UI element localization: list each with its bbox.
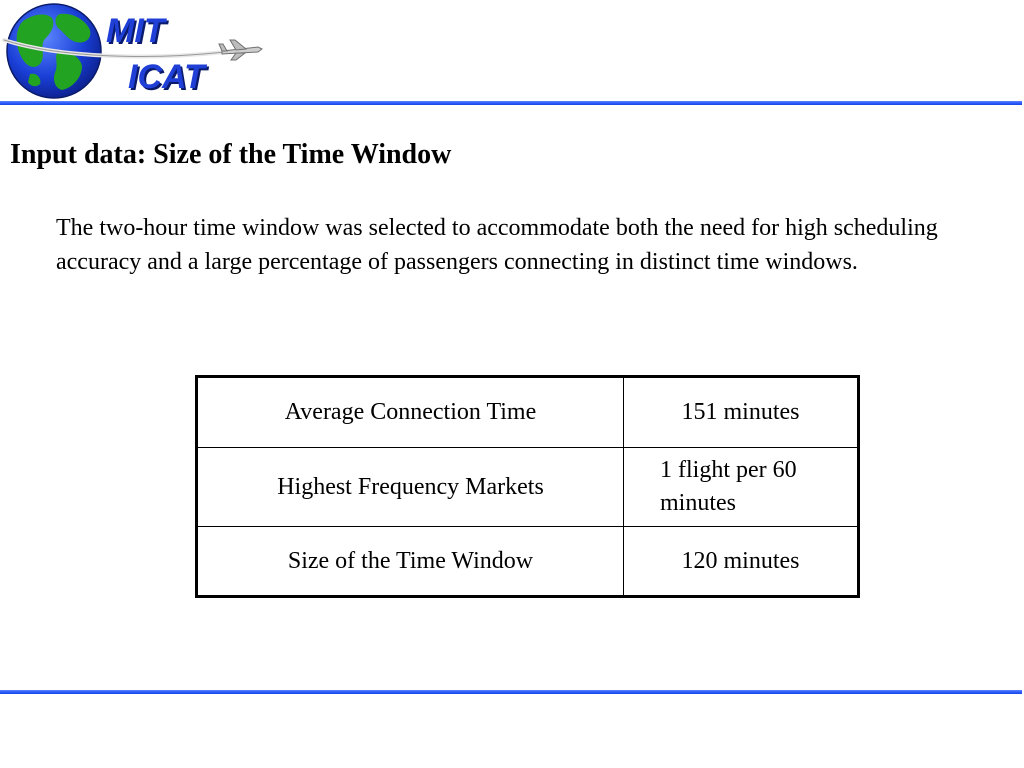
- bottom-divider: [0, 690, 1022, 694]
- body-paragraph: The two-hour time window was selected to accommodate both the need for high scheduling accuracy and a large percentage of passengers connecting in distinct time windows.: [56, 215, 938, 275]
- table-row: [197, 448, 859, 527]
- table-cell-value-wrapper: [624, 448, 859, 527]
- table-cell-label: Average Connection Time: [197, 377, 624, 448]
- table-cell-value: 151 minutes: [624, 377, 859, 448]
- slide-title: Input data: Size of the Time Window: [10, 139, 452, 170]
- logo-icat-text: ICAT: [128, 58, 205, 96]
- table-cell-label: Highest Frequency Markets: [197, 448, 624, 527]
- table-cell-label: Size of the Time Window: [197, 527, 624, 597]
- logo-mit-text: MIT: [106, 12, 165, 50]
- table-cell-value: 1 flight per 60 minutes: [660, 457, 797, 516]
- top-divider: [0, 101, 1022, 105]
- mit-icat-logo: [0, 0, 270, 104]
- time-window-table: [195, 375, 860, 598]
- table-row: [197, 527, 859, 597]
- table-row: [197, 377, 859, 448]
- table-cell-value: 120 minutes: [624, 527, 859, 597]
